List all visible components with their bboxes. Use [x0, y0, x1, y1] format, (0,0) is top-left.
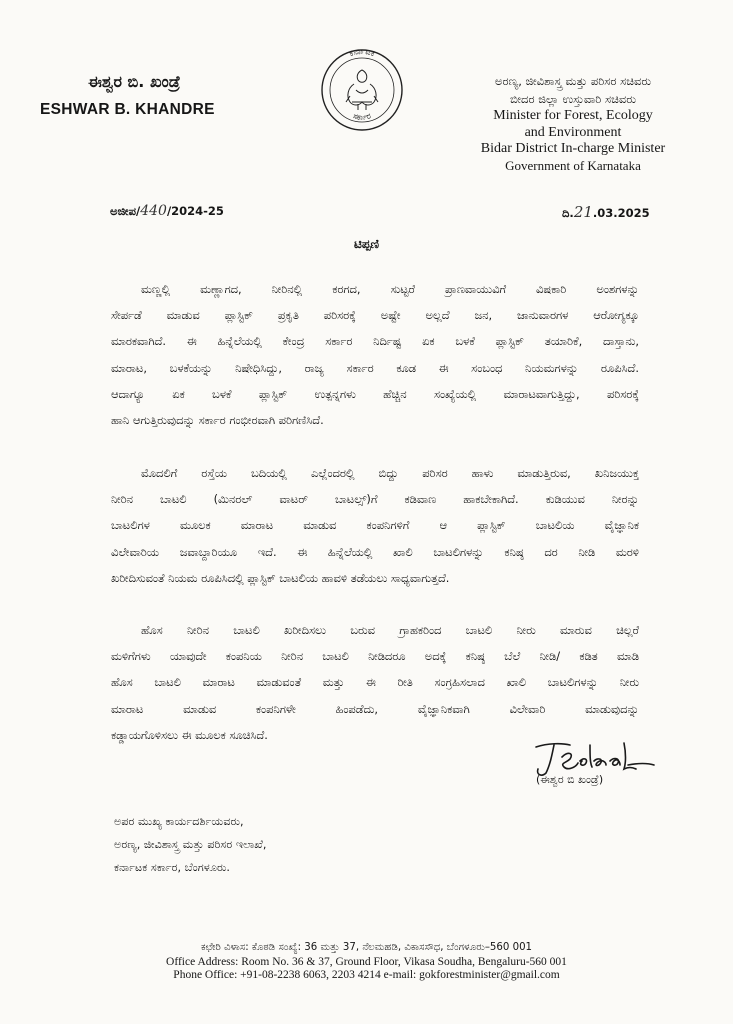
paragraph-line: ಮಾರಾಟ ಮಾಡುವ ಕಂಪನಿಗಳೇ ಹಿಂಪಡೆದು, ವೈಜ್ಞಾನಿಕವಾಗಿ ವಿಲೇವಾರಿ ಮಾಡುವುದನ್ನು — [111, 701, 639, 716]
reference-prefix: ಅಜೀಪ/ — [110, 204, 141, 218]
date-handwritten-day: 21 — [573, 203, 593, 221]
paragraph-2 — [111, 460, 639, 591]
minister-name-kannada: ಈಶ್ವರ ಬಿ. ಖಂಡ್ರೆ — [88, 72, 181, 91]
paragraph-line: ಮಾರಾಟ, ಬಳಕೆಯನ್ನು ನಿಷೇಧಿಸಿದ್ದು, ರಾಜ್ಯ ಸರ್ಕಾರ ಕೂಡ ಈ ಸಂಬಂಧ ನಿಯಮಗಳನ್ನು ರೂಪಿಸಿದೆ. — [111, 360, 639, 375]
footer-address-english: Office Address: Room No. 36 & 37, Ground Floor, Vikasa Soudha, Bengaluru-560 001 — [166, 956, 567, 968]
paragraph-line — [111, 460, 639, 486]
paragraph-line: ಸೇರ್ಪಡೆ ಮಾಡುವ ಪ್ಲಾಸ್ಟಿಕ್ ಪ್ರಕೃತಿ ಪರಿಸರಕ್ಕೆ ಅಷ್ಟೇ ಅಲ್ಲದೆ ಜನ, ಜಾನುವಾರಗಳ ಆರೋಗ್ಯಕ್ಕೂ — [111, 308, 639, 323]
designation-en-line-1: Minister for Forest, Ecology — [493, 108, 653, 123]
designation-kn-line-1: ಅರಣ್ಯ, ಜೀವಿಶಾಸ್ತ್ರ ಮತ್ತು ಪರಿಸರ ಸಚಿವರು — [494, 74, 652, 88]
minister-designation-block — [448, 72, 698, 174]
signatory-name: (ಈಶ್ವರ ಬಿ ಖಂಡ್ರೆ) — [536, 773, 604, 786]
karnataka-emblem — [318, 40, 406, 140]
paragraph-line: ಹೊಸ ಬಾಟಲಿ ಮಾರಾಟ ಮಾಡುವಂತೆ ಮತ್ತು ಈ ರೀತಿ ಸಂಗ್ರಹಿಸಲಾದ ಖಾಲಿ ಬಾಟಲಿಗಳನ್ನು ನೀರು — [111, 675, 639, 690]
footer-address-kannada: ಕಛೇರಿ ವಿಳಾಸ: ಕೊಠಡಿ ಸಂಖ್ಯೆ: 36 ಮತ್ತು 37, ನೆಲಮಹಡಿ, ವಿಕಾಸಸೌಧ, ಬೆಂಗಳೂರು–560 001 — [200, 942, 533, 953]
emblem-bottom-text: ಸರ್ಕಾರ — [352, 111, 372, 122]
reference-handwritten-number: 440 — [140, 203, 167, 219]
designation-en-line-3: Bidar District In-charge Minister — [480, 141, 666, 156]
designation-kn-line-2: ಬೀದರ ಜಿಲ್ಲಾ ಉಸ್ತುವಾರಿ ಸಚಿವರು — [510, 92, 636, 106]
paragraph-line — [111, 617, 639, 643]
addressee-line-1: ಅಪರ ಮುಖ್ಯ ಕಾರ್ಯದರ್ಶಿಯವರು, — [114, 815, 244, 828]
paragraph-line: ವಿಲೇವಾರಿಯ ಜವಾಬ್ದಾರಿಯೂ ಇದೆ. ಈ ಹಿನ್ನೆಲೆಯಲ್ಲಿ ಖಾಲಿ ಬಾಟಲಿಗಳನ್ನು ಕನಿಷ್ಠ ದರ ನೀಡಿ ಮರಳಿ — [111, 544, 639, 559]
emblem-top-text: ಕರ್ನಾಟಕ — [348, 46, 376, 59]
line-text: ಮಣ್ಣಲ್ಲಿ ಮಣ್ಣಾಗದ, ನೀರಿನಲ್ಲಿ ಕರಗದ, ಸುಟ್ಟರೆ ಪ್ರಾಣವಾಯುವಿಗೆ ವಿಷಕಾರಿ ಅಂಶಗಳನ್ನು — [141, 282, 639, 296]
line-text: ಮೊದಲಿಗೆ ರಸ್ತೆಯ ಬದಿಯಲ್ಲಿ ಎಲ್ಲೆಂದರಲ್ಲಿ ಬಿದ್ದು ಪರಿಸರ ಹಾಳು ಮಾಡುತ್ತಿರುವ, ಖನಿಜಯುಕ್ತ — [141, 466, 639, 480]
paragraph-3 — [111, 617, 639, 748]
minister-name-english: ESHWAR B. KHANDRE — [40, 101, 215, 118]
svg-text:ಸರ್ಕಾರ — [352, 111, 372, 121]
office-footer — [0, 940, 733, 982]
addressee-line-3: ಕರ್ನಾಟಕ ಸರ್ಕಾರ, ಬೆಂಗಳೂರು. — [114, 861, 230, 874]
paragraph-line: ಬಾಟಲಿಗಳ ಮೂಲಕ ಮಾರಾಟ ಮಾಡುವ ಕಂಪನಿಗಳಿಗೆ ಆ ಪ್ಲಾಸ್ಟಿಕ್ ಬಾಟಲಿಯ ವೈಜ್ಞಾನಿಕ — [111, 518, 639, 533]
paragraph-line: ಮಾರಕವಾಗಿದೆ. ಈ ಹಿನ್ನೆಲೆಯಲ್ಲಿ ಕೇಂದ್ರ ಸರ್ಕಾರ ನಿರ್ದಿಷ್ಟ ಏಕ ಬಳಕೆ ಪ್ಲಾಸ್ಟಿಕ್ ತಯಾರಿಕೆ, ದಾಸ್ತಾನು, — [111, 334, 639, 349]
addressee-line-2: ಅರಣ್ಯ, ಜೀವಿಶಾಸ್ತ್ರ ಮತ್ತು ಪರಿಸರ ಇಲಾಖೆ, — [114, 838, 267, 851]
paragraph-line: ನೀರಿನ ಬಾಟಲಿ (ಮಿನರಲ್ ವಾಟರ್ ಬಾಟಲ್ಸ್)ಗೆ ಕಡಿವಾಣ ಹಾಕಬೇಕಾಗಿದೆ. ಕುಡಿಯುವ ನೀರನ್ನು — [111, 492, 639, 507]
reference-suffix: /2024-25 — [166, 204, 224, 218]
line-text: ಹೊಸ ನೀರಿನ ಬಾಟಲಿ ಖರೀದಿಸಲು ಬರುವ ಗ್ರಾಹಕರಿಂದ ಬಾಟಲಿ ನೀರು ಮಾರುವ ಚಿಲ್ಲರೆ — [141, 623, 639, 637]
paragraph-line — [111, 276, 639, 302]
paragraph-line: ಖರೀದಿಸುವಂತೆ ನಿಯಮ ರೂಪಿಸಿದಲ್ಲಿ ಪ್ಲಾಸ್ಟಿಕ್ ಬಾಟಲಿಯ ಹಾವಳಿ ತಡೆಯಲು ಸಾಧ್ಯವಾಗುತ್ತದೆ. — [111, 570, 450, 585]
svg-text:ಕರ್ನಾಟಕ — [348, 47, 376, 59]
paragraph-line: ಆದಾಗ್ಯೂ ಏಕ ಬಳಕೆ ಪ್ಲಾಸ್ಟಿಕ್ ಉತ್ಪನ್ನಗಳು ಹೆಚ್ಚಿನ ಸಂಖ್ಯೆಯಲ್ಲಿ ಮಾರಾಟವಾಗುತ್ತಿದ್ದು, ಪರಿಸರಕ್ಕೆ — [111, 386, 639, 401]
memo-heading: ಟಿಪ್ಪಣಿ — [354, 237, 379, 251]
footer-contact: Phone Office: +91-08-2238 6063, 2203 4214 e-mail: gokforestminister@gmail.com — [173, 969, 560, 981]
letter-date — [562, 203, 650, 221]
date-prefix: ದಿ. — [562, 206, 574, 220]
date-rest: .03.2025 — [592, 206, 650, 220]
paragraph-line: ಮಳಿಗೆಗಳು ಯಾವುದೇ ಕಂಪನಿಯ ನೀರಿನ ಬಾಟಲಿ ನೀಡಿದರೂ ಅದಕ್ಕೆ ಕನಿಷ್ಠ ಬೆಲೆ ನೀಡಿ/ ಕಡಿತ ಮಾಡಿ — [111, 649, 639, 664]
paragraph-1 — [111, 276, 639, 433]
addressee-block — [114, 810, 266, 879]
designation-en-line-4: Government of Karnataka — [505, 157, 641, 173]
reference-number — [110, 203, 224, 219]
paragraph-line: ಹಾನಿ ಆಗುತ್ತಿರುವುದನ್ನು ಸರ್ಕಾರ ಗಂಭೀರವಾಗಿ ಪರಿಗಣಿಸಿದೆ. — [111, 413, 324, 428]
paragraph-line: ಕಡ್ಡಾಯಗೊಳಿಸಲು ಈ ಮೂಲಕ ಸೂಚಿಸಿದೆ. — [111, 727, 268, 742]
designation-en-line-2: and Environment — [524, 124, 622, 140]
